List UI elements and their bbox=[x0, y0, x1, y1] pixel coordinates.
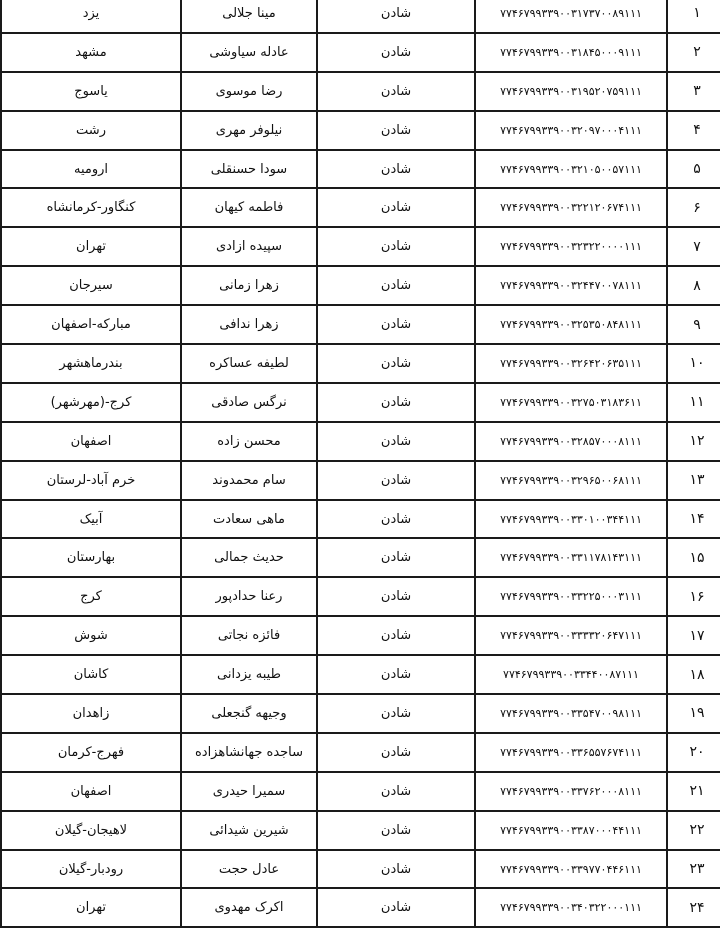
city-cell: رودبار-گیلان bbox=[1, 850, 181, 889]
city-cell: بهارستان bbox=[1, 538, 181, 577]
name-cell: سپیده ازادی bbox=[181, 227, 317, 266]
code-cell: ۷۷۴۶۷۹۹۳۳۹۰۰۳۳۸۷۰۰۰۴۴۱۱۱ bbox=[475, 811, 667, 850]
row-number-cell: ۲۴ bbox=[667, 888, 720, 927]
table-row bbox=[1, 655, 720, 694]
code-cell: ۷۷۴۶۷۹۹۳۳۹۰۰۳۲۱۰۵۰۰۵۷۱۱۱ bbox=[475, 150, 667, 189]
bank-cell: شادن bbox=[317, 227, 475, 266]
name-cell: زهرا زمانی bbox=[181, 266, 317, 305]
code-cell: ۷۷۴۶۷۹۹۳۳۹۰۰۳۳۳۳۲۰۶۴۷۱۱۱ bbox=[475, 616, 667, 655]
row-number-cell: ۴ bbox=[667, 111, 720, 150]
city-cell: یزد bbox=[1, 0, 181, 33]
row-number-cell: ۳ bbox=[667, 72, 720, 111]
name-cell: زهرا ندافی bbox=[181, 305, 317, 344]
city-cell: اصفهان bbox=[1, 772, 181, 811]
code-cell: ۷۷۴۶۷۹۹۳۳۹۰۰۳۳۱۱۷۸۱۴۳۱۱۱ bbox=[475, 538, 667, 577]
bank-cell: شادن bbox=[317, 305, 475, 344]
table-row bbox=[1, 0, 720, 33]
code-cell: ۷۷۴۶۷۹۹۳۳۹۰۰۳۳۰۱۰۰۳۴۴۱۱۱ bbox=[475, 500, 667, 539]
table-row bbox=[1, 33, 720, 72]
table-row bbox=[1, 461, 720, 500]
code-cell: ۷۷۴۶۷۹۹۳۳۹۰۰۳۲۴۴۷۰۰۷۸۱۱۱ bbox=[475, 266, 667, 305]
bank-cell: شادن bbox=[317, 461, 475, 500]
row-number-cell: ۱۲ bbox=[667, 422, 720, 461]
table-row bbox=[1, 305, 720, 344]
bank-cell: شادن bbox=[317, 72, 475, 111]
bank-cell: شادن bbox=[317, 733, 475, 772]
bank-cell: شادن bbox=[317, 383, 475, 422]
name-cell: حدیث جمالی bbox=[181, 538, 317, 577]
code-cell: ۷۷۴۶۷۹۹۳۳۹۰۰۳۱۹۵۲۰۷۵۹۱۱۱ bbox=[475, 72, 667, 111]
row-number-cell: ۶ bbox=[667, 188, 720, 227]
table-row bbox=[1, 811, 720, 850]
table-row bbox=[1, 888, 720, 927]
name-cell: سمیرا حیدری bbox=[181, 772, 317, 811]
code-cell: ۷۷۴۶۷۹۹۳۳۹۰۰۳۲۵۳۵۰۸۴۸۱۱۱ bbox=[475, 305, 667, 344]
table-row bbox=[1, 538, 720, 577]
row-number-cell: ۱۶ bbox=[667, 577, 720, 616]
bank-cell: شادن bbox=[317, 616, 475, 655]
city-cell: لاهیجان-گیلان bbox=[1, 811, 181, 850]
table-row bbox=[1, 188, 720, 227]
name-cell: نیلوفر مهری bbox=[181, 111, 317, 150]
bank-cell: شادن bbox=[317, 150, 475, 189]
city-cell: آبیک bbox=[1, 500, 181, 539]
bank-cell: شادن bbox=[317, 33, 475, 72]
name-cell: عادله سیاوشی bbox=[181, 33, 317, 72]
name-cell: سودا حسنقلی bbox=[181, 150, 317, 189]
bank-cell: شادن bbox=[317, 577, 475, 616]
name-cell: ماهی سعادت bbox=[181, 500, 317, 539]
city-cell: زاهدان bbox=[1, 694, 181, 733]
code-cell: ۷۷۴۶۷۹۹۳۳۹۰۰۳۳۹۷۷۰۴۴۶۱۱۱ bbox=[475, 850, 667, 889]
code-cell: ۷۷۴۶۷۹۹۳۳۹۰۰۳۲۶۴۲۰۶۳۵۱۱۱ bbox=[475, 344, 667, 383]
code-cell: ۷۷۴۶۷۹۹۳۳۹۰۰۳۳۷۶۲۰۰۰۸۱۱۱ bbox=[475, 772, 667, 811]
city-cell: فهرج-کرمان bbox=[1, 733, 181, 772]
code-cell: ۷۷۴۶۷۹۹۳۳۹۰۰۳۲۲۱۲۰۶۷۴۱۱۱ bbox=[475, 188, 667, 227]
table-row bbox=[1, 72, 720, 111]
city-cell: کرج bbox=[1, 577, 181, 616]
row-number-cell: ۹ bbox=[667, 305, 720, 344]
table-row bbox=[1, 577, 720, 616]
code-cell: ۷۷۴۶۷۹۹۳۳۹۰۰۳۳۵۴۷۰۰۹۸۱۱۱ bbox=[475, 694, 667, 733]
bank-cell: شادن bbox=[317, 344, 475, 383]
row-number-cell: ۱ bbox=[667, 0, 720, 33]
bank-cell: شادن bbox=[317, 188, 475, 227]
city-cell: خرم آباد-لرستان bbox=[1, 461, 181, 500]
bank-cell: شادن bbox=[317, 422, 475, 461]
row-number-cell: ۱۹ bbox=[667, 694, 720, 733]
row-number-cell: ۱۳ bbox=[667, 461, 720, 500]
table-row bbox=[1, 616, 720, 655]
city-cell: مشهد bbox=[1, 33, 181, 72]
row-number-cell: ۸ bbox=[667, 266, 720, 305]
bank-cell: شادن bbox=[317, 694, 475, 733]
table-row bbox=[1, 383, 720, 422]
city-cell: اصفهان bbox=[1, 422, 181, 461]
code-cell: ۷۷۴۶۷۹۹۳۳۹۰۰۳۲۹۶۵۰۰۶۸۱۱۱ bbox=[475, 461, 667, 500]
table-row bbox=[1, 772, 720, 811]
city-cell: ارومیه bbox=[1, 150, 181, 189]
table-row bbox=[1, 850, 720, 889]
row-number-cell: ۲۱ bbox=[667, 772, 720, 811]
name-cell: ساجده جهانشاهزاده bbox=[181, 733, 317, 772]
row-number-cell: ۱۸ bbox=[667, 655, 720, 694]
bank-cell: شادن bbox=[317, 111, 475, 150]
name-cell: رعنا حدادپور bbox=[181, 577, 317, 616]
name-cell: شیرین شیدائی bbox=[181, 811, 317, 850]
table-row bbox=[1, 227, 720, 266]
row-number-cell: ۲۳ bbox=[667, 850, 720, 889]
city-cell: کنگاور-کرمانشاه bbox=[1, 188, 181, 227]
bank-cell: شادن bbox=[317, 0, 475, 33]
row-number-cell: ۱۵ bbox=[667, 538, 720, 577]
row-number-cell: ۱۰ bbox=[667, 344, 720, 383]
code-cell: ۷۷۴۶۷۹۹۳۳۹۰۰۳۲۸۵۷۰۰۰۸۱۱۱ bbox=[475, 422, 667, 461]
code-cell: ۷۷۴۶۷۹۹۳۳۹۰۰۳۳۲۲۵۰۰۰۳۱۱۱ bbox=[475, 577, 667, 616]
city-cell: کاشان bbox=[1, 655, 181, 694]
city-cell: مبارکه-اصفهان bbox=[1, 305, 181, 344]
name-cell: لطیفه عساکره bbox=[181, 344, 317, 383]
row-number-cell: ۷ bbox=[667, 227, 720, 266]
code-cell: ۷۷۴۶۷۹۹۳۳۹۰۰۳۲۰۹۷۰۰۰۴۱۱۱ bbox=[475, 111, 667, 150]
city-cell: بندرماهشهر bbox=[1, 344, 181, 383]
name-cell: وجیهه گنجعلی bbox=[181, 694, 317, 733]
bank-cell: شادن bbox=[317, 538, 475, 577]
code-cell: ۷۷۴۶۷۹۹۳۳۹۰۰۳۲۳۲۲۰۰۰۰۱۱۱ bbox=[475, 227, 667, 266]
row-number-cell: ۲۰ bbox=[667, 733, 720, 772]
city-cell: رشت bbox=[1, 111, 181, 150]
table-row bbox=[1, 694, 720, 733]
table-row bbox=[1, 422, 720, 461]
code-cell: ۷۷۴۶۷۹۹۳۳۹۰۰۳۳۶۵۵۷۶۷۴۱۱۱ bbox=[475, 733, 667, 772]
name-cell: رضا موسوی bbox=[181, 72, 317, 111]
row-number-cell: ۱۴ bbox=[667, 500, 720, 539]
row-number-cell: ۱۱ bbox=[667, 383, 720, 422]
bank-cell: شادن bbox=[317, 811, 475, 850]
name-cell: فاطمه کیهان bbox=[181, 188, 317, 227]
bank-cell: شادن bbox=[317, 888, 475, 927]
code-cell: ۷۷۴۶۷۹۹۳۳۹۰۰۳۱۸۴۵۰۰۰۹۱۱۱ bbox=[475, 33, 667, 72]
city-cell: یاسوج bbox=[1, 72, 181, 111]
name-cell: سام محمدوند bbox=[181, 461, 317, 500]
code-cell: ۷۷۴۶۷۹۹۳۳۹۰۰۳۳۴۴۰۰۸۷۱۱۱ bbox=[475, 655, 667, 694]
city-cell: تهران bbox=[1, 227, 181, 266]
bank-cell: شادن bbox=[317, 266, 475, 305]
table-row bbox=[1, 733, 720, 772]
city-cell: تهران bbox=[1, 888, 181, 927]
row-number-cell: ۲ bbox=[667, 33, 720, 72]
city-cell: شوش bbox=[1, 616, 181, 655]
bank-cell: شادن bbox=[317, 500, 475, 539]
table-row bbox=[1, 344, 720, 383]
name-cell: اکرک مهدوی bbox=[181, 888, 317, 927]
name-cell: عادل حجت bbox=[181, 850, 317, 889]
table-row bbox=[1, 111, 720, 150]
name-cell: مینا جلالی bbox=[181, 0, 317, 33]
city-cell: کرج-(مهرشهر) bbox=[1, 383, 181, 422]
code-cell: ۷۷۴۶۷۹۹۳۳۹۰۰۳۲۷۵۰۳۱۸۳۶۱۱ bbox=[475, 383, 667, 422]
city-cell: سیرجان bbox=[1, 266, 181, 305]
table-row bbox=[1, 266, 720, 305]
row-number-cell: ۵ bbox=[667, 150, 720, 189]
row-number-cell: ۲۲ bbox=[667, 811, 720, 850]
bank-cell: شادن bbox=[317, 772, 475, 811]
bank-cell: شادن bbox=[317, 850, 475, 889]
row-number-cell: ۱۷ bbox=[667, 616, 720, 655]
records-table-body bbox=[1, 0, 720, 927]
name-cell: فائزه نجاتی bbox=[181, 616, 317, 655]
name-cell: محسن زاده bbox=[181, 422, 317, 461]
bank-cell: شادن bbox=[317, 655, 475, 694]
code-cell: ۷۷۴۶۷۹۹۳۳۹۰۰۳۴۰۳۲۲۰۰۰۱۱۱ bbox=[475, 888, 667, 927]
table-row bbox=[1, 150, 720, 189]
table-row bbox=[1, 500, 720, 539]
name-cell: طیبه یزدانی bbox=[181, 655, 317, 694]
code-cell: ۷۷۴۶۷۹۹۳۳۹۰۰۳۱۷۳۷۰۰۸۹۱۱۱ bbox=[475, 0, 667, 33]
name-cell: نرگس صادقی bbox=[181, 383, 317, 422]
